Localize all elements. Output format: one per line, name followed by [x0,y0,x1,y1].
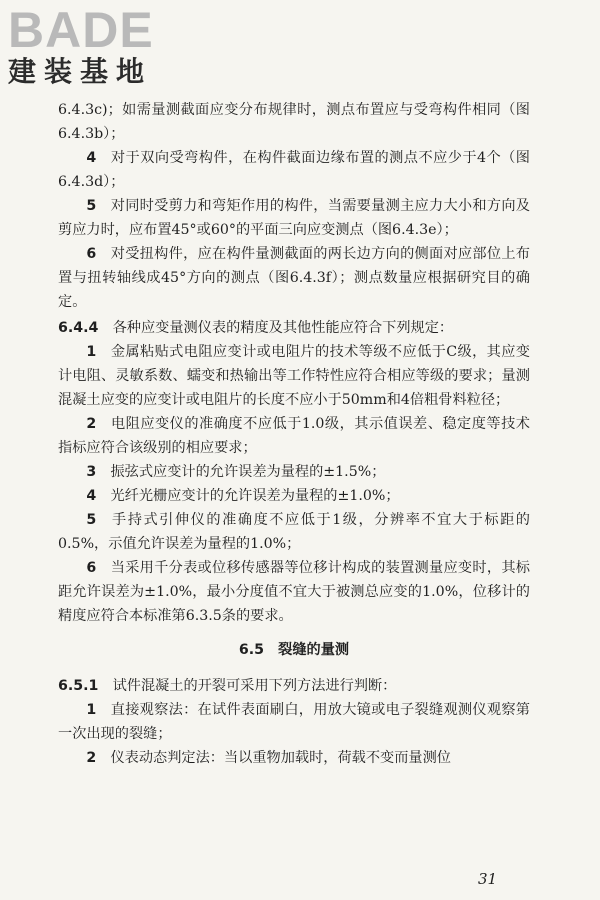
clause-text: 试件混凝土的开裂可采用下列方法进行判断： [112,678,397,694]
section-title: 6.5 裂缝的量测 [238,642,350,658]
clause-list-6-4 [58,98,530,628]
paragraph [58,460,530,484]
clause-number: 2 [86,750,97,766]
clause-text: 手持式引伸仪的准确度不应低于1级，分辨率不宜大于标距的0.5%，示值允许误差为量程的1.0%； [58,512,530,552]
paragraph [58,556,530,628]
paragraph [58,484,530,508]
paragraph [58,242,530,314]
paragraph [58,508,530,556]
clause-text: 光纤光栅应变计的允许误差为量程的±1.0%； [110,488,400,504]
clause-text: 金属粘贴式电阻应变计或电阻片的技术等级不应低于C级，其应变计电阻、灵敏系数、蠕变和热输出等工作特性应符合相应等级的要求；量测混凝土应变的应变计或电阻片的长度不应小于50mm和4倍粗骨料粒径； [58,344,530,408]
clause-text: 当采用千分表或位移传感器等位移计构成的装置测量应变时，其标距允许误差为±1.0%，最小分度值不宜大于被测总应变的1.0%，位移计的精度应符合本标准第6.3.5条的要求。 [58,560,530,624]
paragraph [58,316,530,340]
page-number: 31 [478,870,498,888]
clause-number: 4 [86,150,97,166]
clause-text: 电阻应变仪的准确度不应低于1.0级，其示值误差、稳定度等技术指标应符合该级别的相应要求； [58,416,530,456]
clause-text: 6.4.3c)；如需量测截面应变分布规律时，测点布置应与受弯构件相同（图6.4.3b）； [58,102,530,142]
clause-text: 对于双向受弯构件，在构件截面边缘布置的测点不应少于4个（图6.4.3d）； [58,150,530,190]
clause-list-6-5 [58,674,530,770]
clause-number: 6 [86,560,97,576]
paragraph [58,698,530,746]
paragraph [58,98,530,146]
clause-text: 振弦式应变计的允许误差为量程的±1.5%； [110,464,386,480]
paragraph [58,412,530,460]
logo-latin-text: BADE [8,2,154,58]
clause-number: 2 [86,416,97,432]
paragraph [58,340,530,412]
clause-text: 仪表动态判定法：当以重物加载时，荷载不变而量测位 [110,750,451,766]
clause-number: 1 [86,344,97,360]
bade-logo [8,4,183,90]
document-body [58,96,530,770]
clause-number: 6.5.1 [58,678,99,694]
paragraph [58,674,530,698]
clause-number: 1 [86,702,97,718]
paragraph [58,146,530,194]
logo-cjk-text: 建装基地 [8,55,153,88]
clause-number: 4 [86,488,97,504]
clause-text: 直接观察法：在试件表面刷白，用放大镜或电子裂缝观测仪观察第一次出现的裂缝； [58,702,530,742]
paragraph [58,746,530,770]
clause-number: 5 [86,198,97,214]
clause-text: 对同时受剪力和弯矩作用的构件，当需要量测主应力大小和方向及剪应力时，应布置45°或60°的平面三向应变测点（图6.4.3e）； [58,198,530,238]
clause-text: 各种应变量测仪表的精度及其他性能应符合下列规定： [112,320,454,336]
clause-number: 6.4.4 [58,320,99,336]
clause-number: 5 [86,512,97,528]
clause-number: 6 [86,246,97,262]
paragraph [58,194,530,242]
clause-number: 3 [86,464,97,480]
clause-text: 对受扭构件，应在构件量测截面的两长边方向的侧面对应部位上布置与扭转轴线成45°方向的测点（图6.4.3f）；测点数量应根据研究目的确定。 [58,246,530,310]
